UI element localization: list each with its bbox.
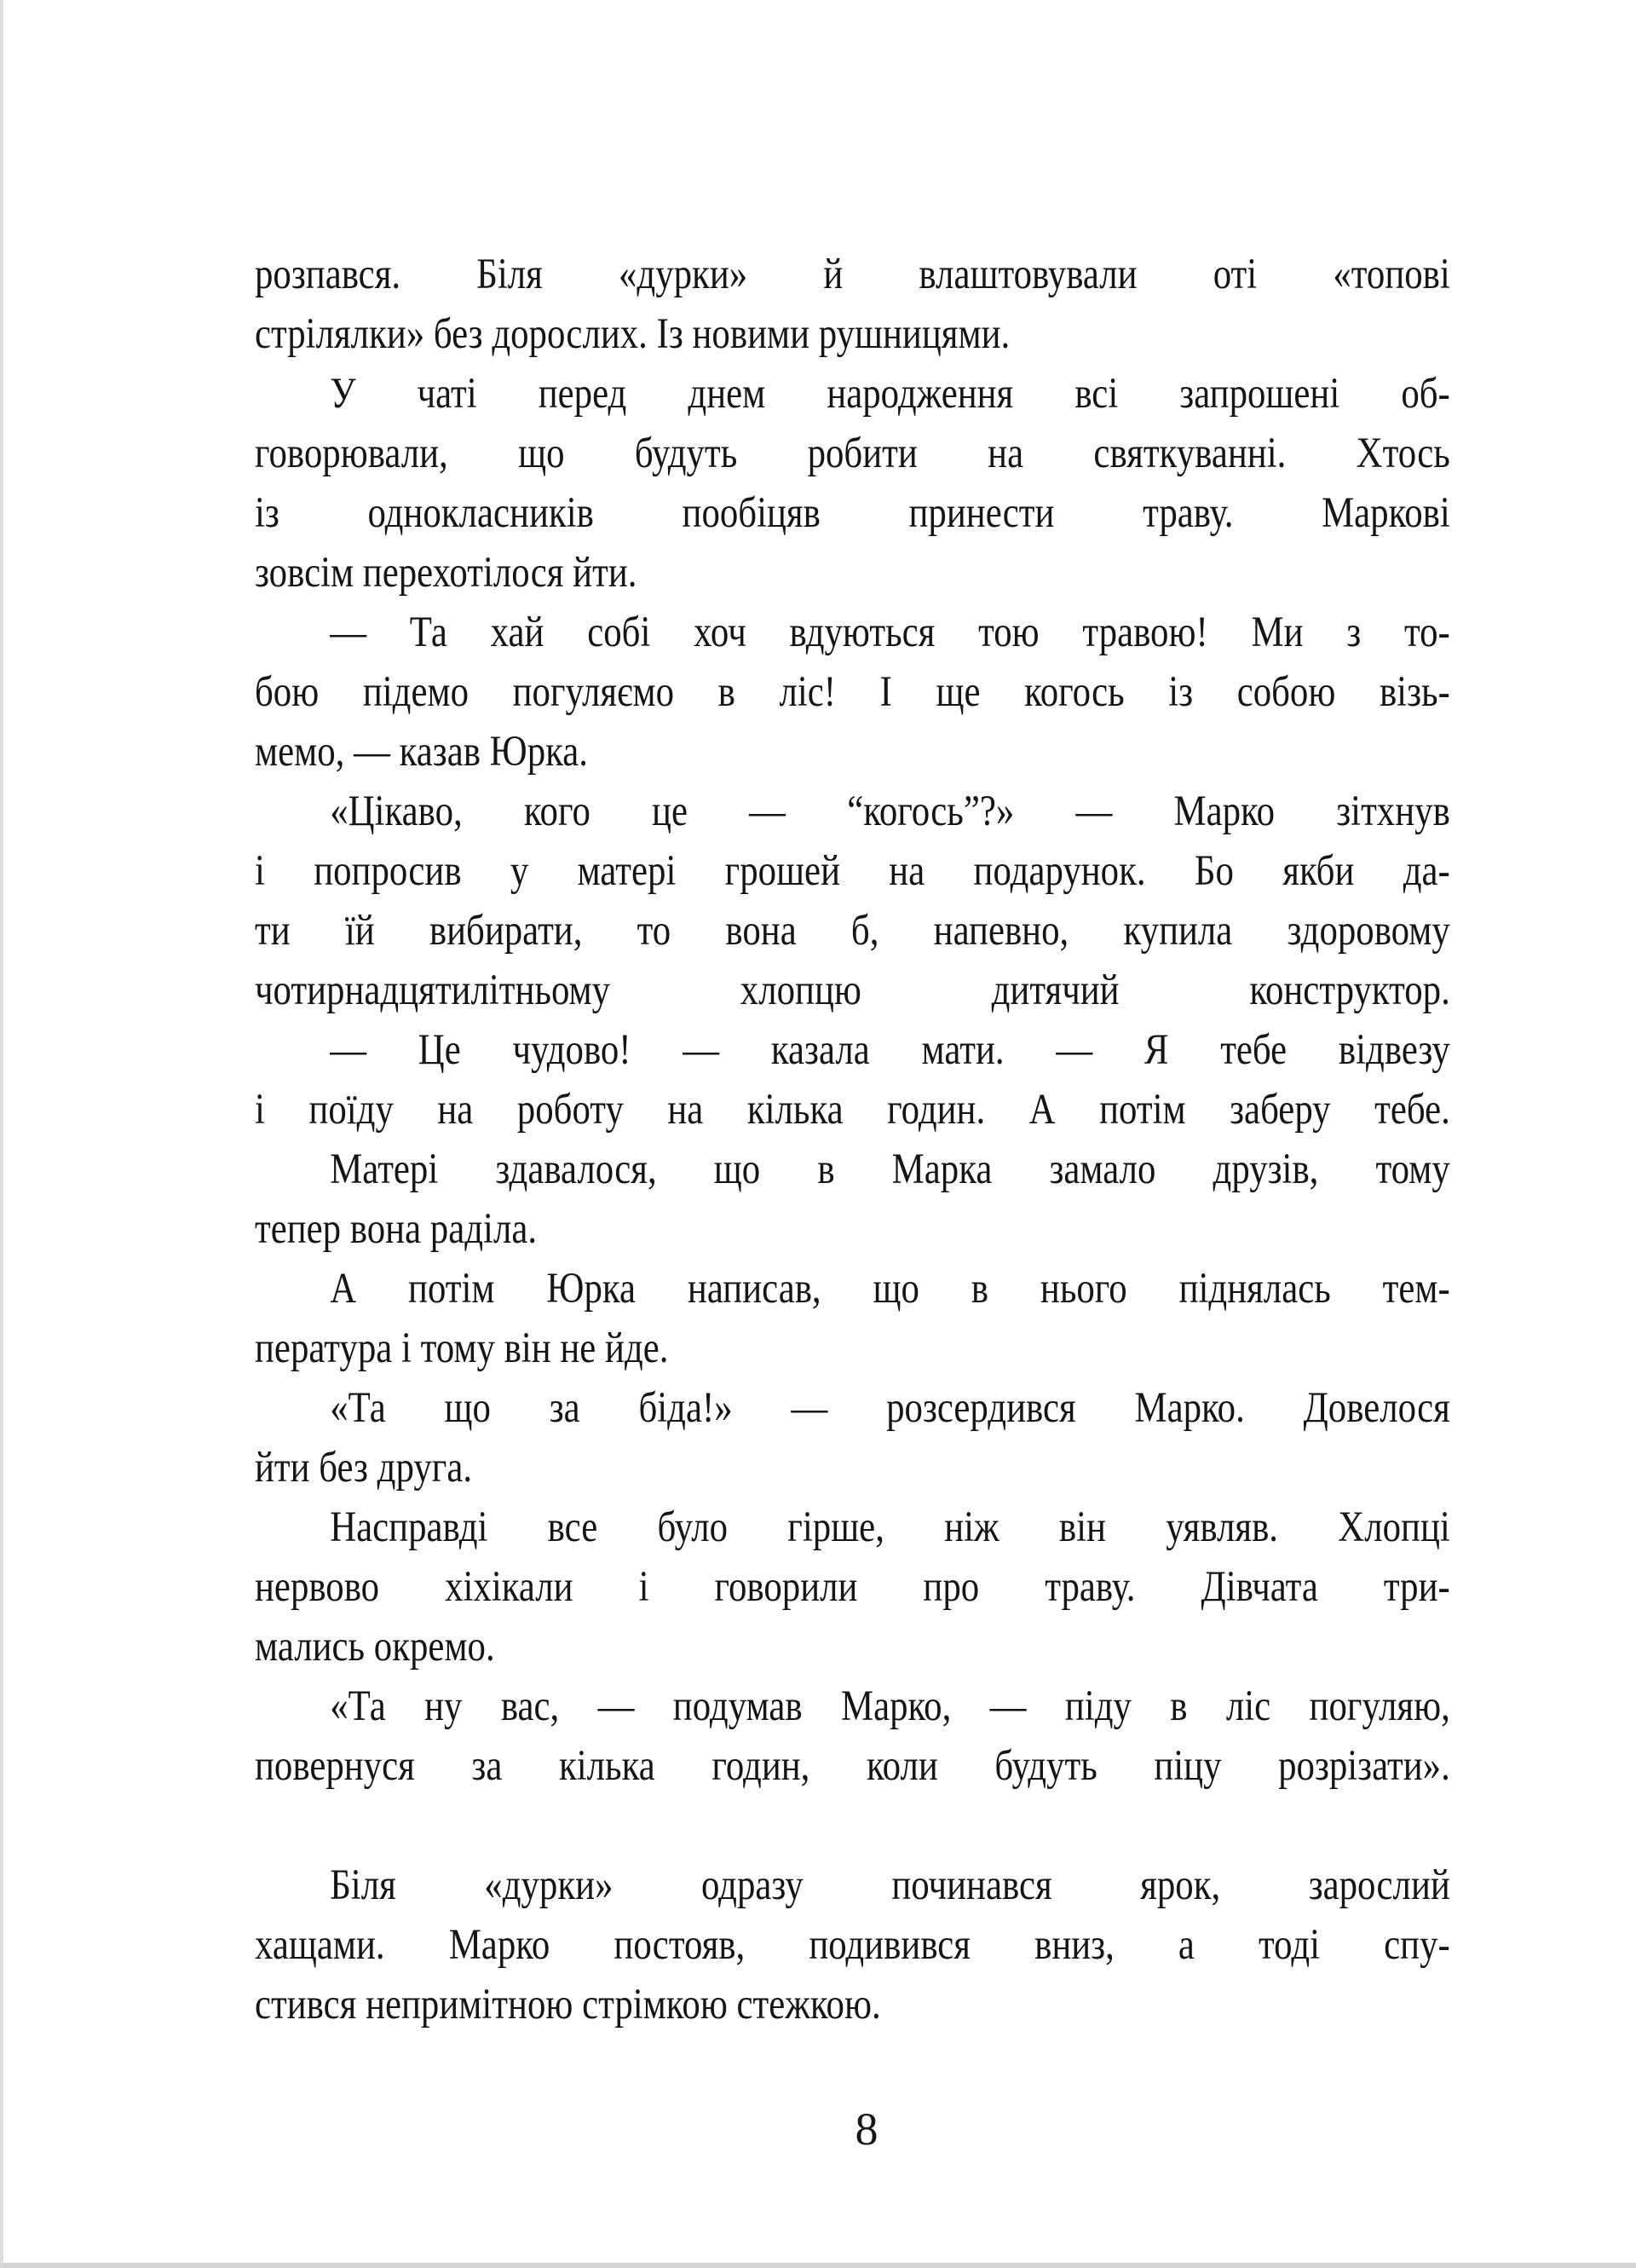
paragraph-first-line: Біля «дурки» одразу починався ярок, зарослий [330,1861,1450,1909]
page-number: 8 [855,2104,878,2155]
paragraph-first-line: А потім Юрка написав, що в нього піднялась тем- [330,1265,1450,1313]
text-line: стився непримітною стрімкою стежкою. [255,1981,881,2029]
text-line: стрілялки» без дорослих. Із новими рушницями. [255,310,1011,358]
text-line: мались окремо. [255,1623,495,1671]
text-line: і поїду на роботу на кілька годин. А потім заберу тебе. [255,1086,1450,1134]
paragraph-first-line: Матері здавалося, що в Марка замало друзів, тому [330,1146,1450,1193]
paragraph-first-line: «Та що за біда!» — розсердився Марко. Довелося [330,1384,1450,1432]
text-line: повернуся за кілька годин, коли будуть піцу розрізати». [255,1742,1450,1790]
text-line: ти їй вибирати, то вона б, напевно, купила здоровому [255,907,1450,955]
text-line: із однокласників пообіцяв принести траву. Маркові [255,489,1450,537]
section-break [255,1796,1449,1855]
paragraph-first-line: У чаті перед днем народження всі запрошені об- [330,370,1450,418]
paragraph-first-line: Насправді все було гірше, ніж він уявляв. Хлопці [330,1503,1450,1551]
text-line: мемо, — казав Юрка. [255,728,589,776]
text-line: чотирнадцятилітньому хлопцю дитячий конструктор. [255,967,1450,1014]
paragraph-first-line: «Та ну вас, — подумав Марко, — піду в ліс погуляю, [330,1682,1450,1730]
paragraph-first-line: — Та хай собі хоч вдуються тою травою! Ми з то- [330,609,1450,656]
text-line: пература і тому він не йде. [255,1324,669,1372]
text-line: розпався. Біля «дурки» й влаштовували оті «топові [255,251,1450,298]
text-line: хащами. Марко постояв, подивився вниз, а тоді спу- [255,1921,1450,1969]
paragraph-first-line: «Цікаво, кого це — “когось”?» — Марко зітхнув [330,788,1450,835]
text-line: нервово хіхікали і говорили про траву. Дівчата три- [255,1563,1450,1611]
text-line: бою підемо погуляємо в ліс! І ще когось із собою візь- [255,668,1450,716]
text-line: і попросив у матері грошей на подарунок. Бо якби да- [255,847,1450,895]
paragraph-first-line: — Це чудово! — казала мати. — Я тебе відвезу [330,1026,1450,1074]
text-line: тепер вона раділа. [255,1205,538,1253]
body-text [255,245,1449,2034]
text-line: йти без друга. [255,1444,473,1492]
text-line: говорювали, що будуть робити на святкуванні. Хтось [255,430,1450,477]
text-line: зовсім перехотілося йти. [255,549,637,597]
